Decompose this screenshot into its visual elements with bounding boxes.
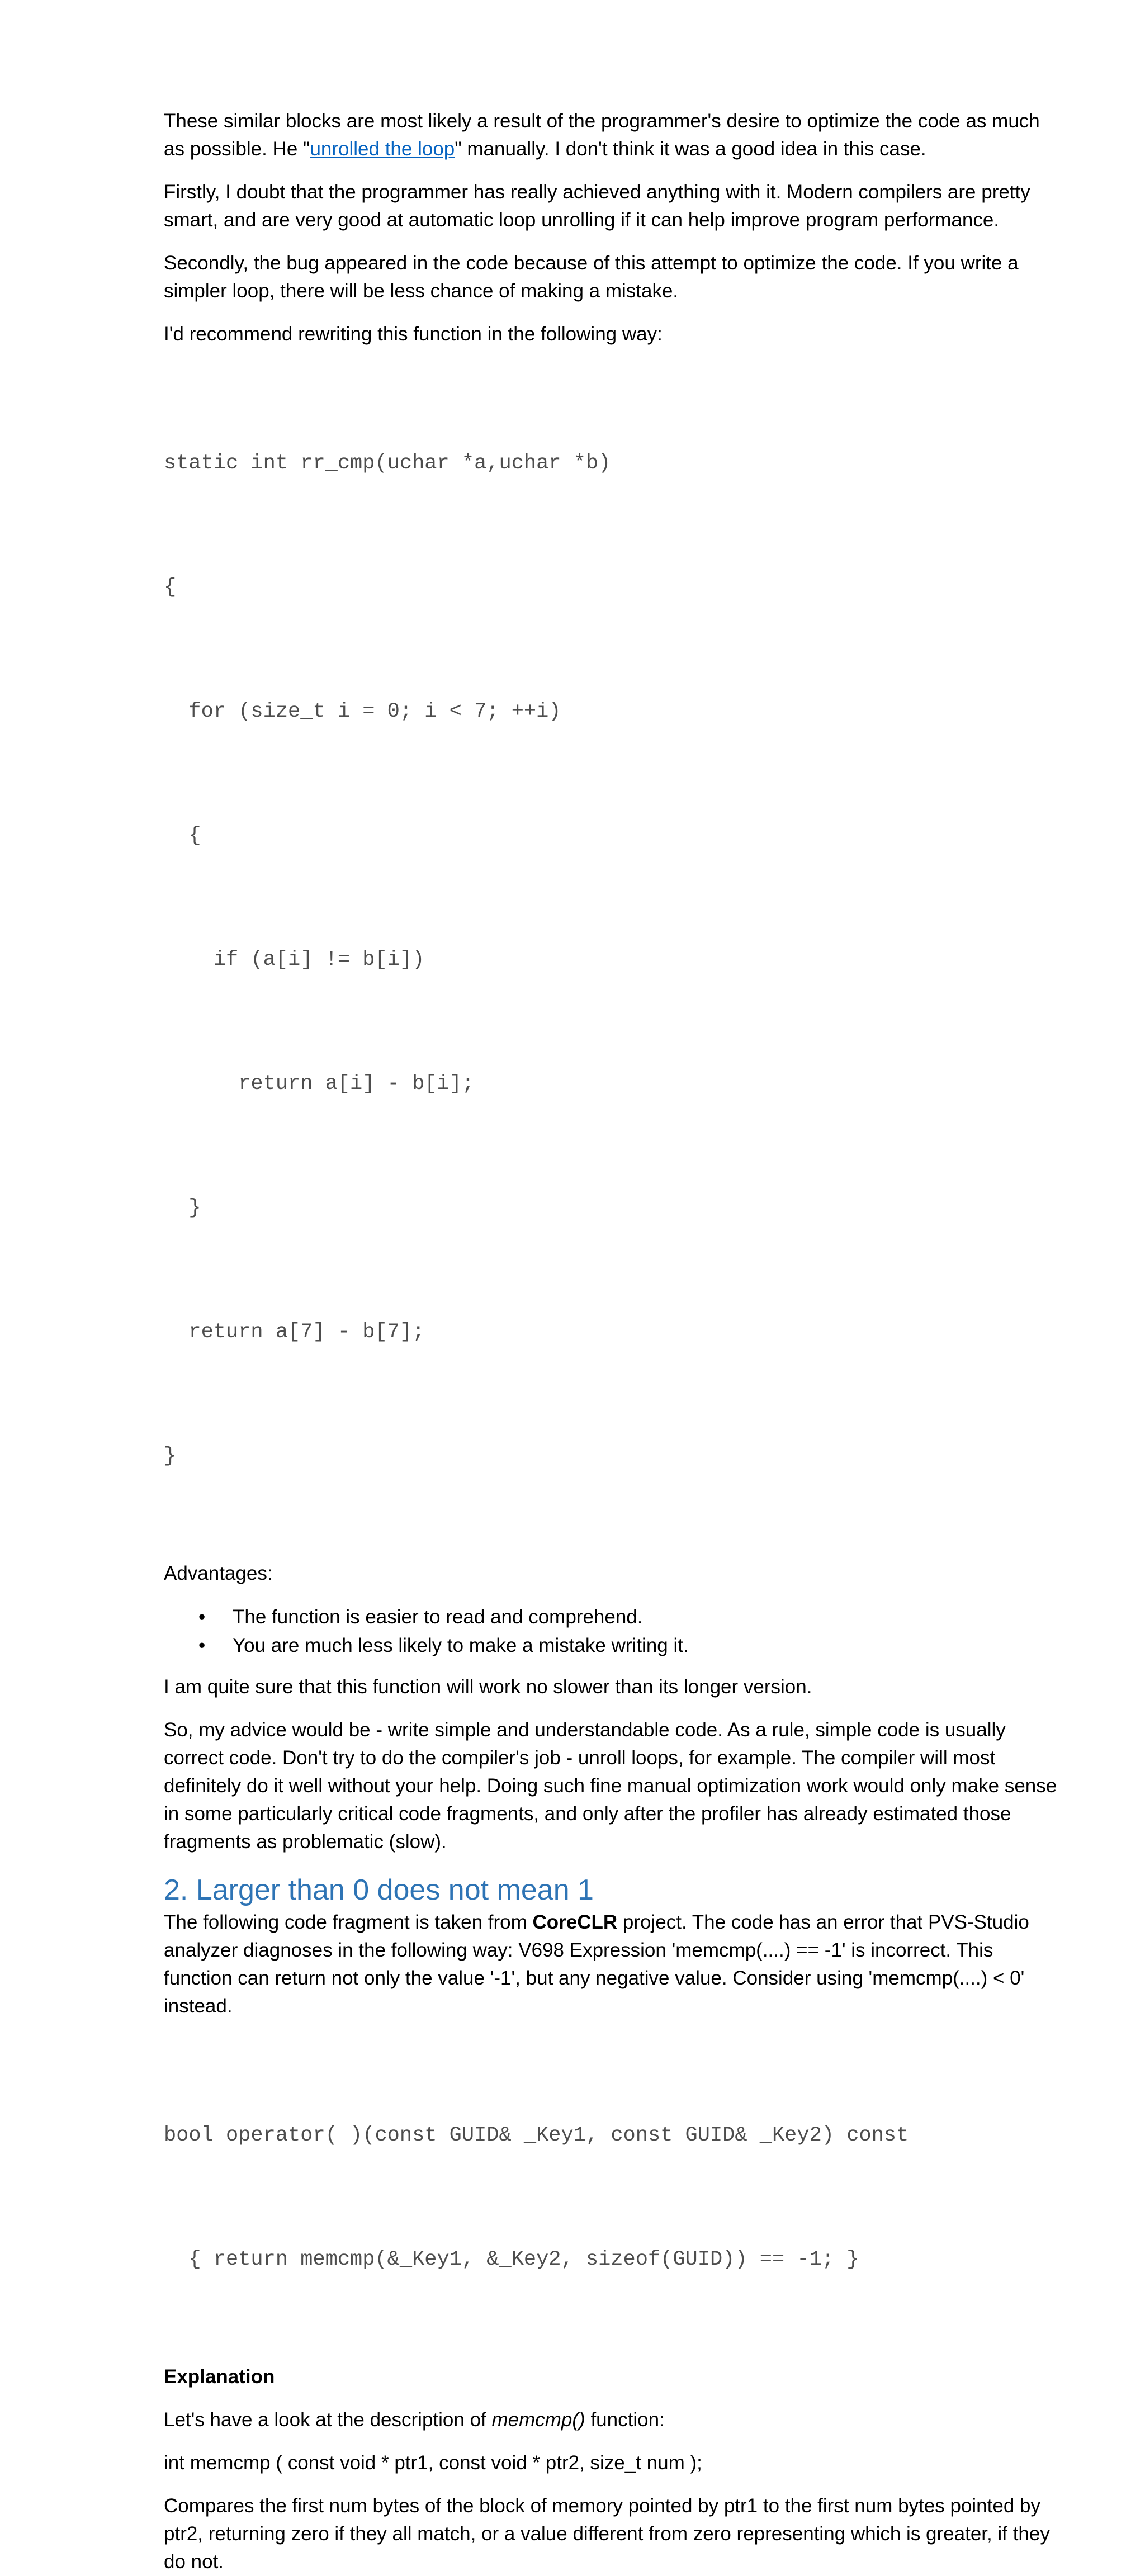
code-line: return a[7] - b[7]; (164, 1320, 425, 1344)
paragraph-advice: So, my advice would be - write simple and understandable code. As a rule, simple code is usually correct code. Don't try to do the compiler's job - unroll loops, for example. The compiler will most definitely do it well without your help. Doing such fine manual optimization work would only make sense in some particularly critical code fragments, and only after the profiler has already estimated those fragments as problematic (slow). (164, 1719, 1057, 1853)
paragraph-compares: Compares the first num bytes of the block of memory pointed by ptr1 to the first num bytes pointed by ptr2, returning zero if they all match, or a value different from zero representing which is greater, if they do not. (164, 2495, 1050, 2573)
text-segment: project. The code has an error that PVS-Studio analyzer diagnoses in the following way: V698 Expression 'memcmp(....) == -1' is incorrect. This function can return not only the value '-1', but any negative value. Consider using 'memcmp(....) < 0' instead. (164, 1911, 1029, 2017)
section-heading: 2. Larger than 0 does not mean 1 (164, 1874, 594, 1906)
explanation-label: Explanation (164, 2366, 275, 2388)
paragraph-secondly: Secondly, the bug appeared in the code because of this attempt to optimize the code. If you write a simpler loop, there will be less chance of making a mistake. (164, 252, 1019, 302)
list-item-text: You are much less likely to make a mistake writing it. (233, 1635, 689, 1656)
paragraph-description (164, 2406, 1061, 2434)
list-item (164, 1603, 1061, 1631)
advantages-label: Advantages: (164, 1562, 273, 1584)
text-segment: Let's have a look at the description of (164, 2409, 492, 2431)
code-line: { return memcmp(&_Key1, &_Key2, sizeof(GUID)) == -1; } (164, 2248, 859, 2271)
paragraph-coreclr (164, 1909, 1061, 2020)
list-item (164, 1631, 1061, 1660)
bullet-icon: • (198, 1635, 206, 1656)
code-line: for (size_t i = 0; i < 7; ++i) (164, 700, 561, 723)
code-line: { (164, 576, 177, 599)
paragraph-recommend: I'd recommend rewriting this function in the following way: (164, 323, 663, 345)
code-line: if (a[i] != b[i]) (164, 948, 425, 972)
code-line: { (164, 824, 201, 847)
code-line: } (164, 1196, 201, 1220)
text-segment: " manually. I don't think it was a good idea in this case. (455, 138, 926, 160)
text-segment: The following code fragment is taken from (164, 1911, 533, 1933)
code-line: bool operator( )(const GUID& _Key1, const GUID& _Key2) const (164, 2124, 909, 2147)
code-line: } (164, 1445, 177, 1468)
text-segment: These similar blocks are most likely a result of the programmer's desire to optimize the code as much as possible. He " (164, 110, 1040, 160)
list-item-text: The function is easier to read and comprehend. (233, 1606, 643, 1628)
code-line: return a[i] - b[i]; (164, 1072, 475, 1096)
function-name: memcmp() (491, 2409, 585, 2431)
paragraph-sure: I am quite sure that this function will work no slower than its longer version. (164, 1676, 812, 1698)
bullet-icon: • (198, 1606, 206, 1628)
code-block-operator (164, 2032, 1061, 2363)
paragraph-signature: int memcmp ( const void * ptr1, const void * ptr2, size_t num ); (164, 2452, 702, 2474)
advantages-list (164, 1603, 1061, 1660)
paragraph-firstly: Firstly, I doubt that the programmer has really achieved anything with it. Modern compilers are pretty smart, and are very good at automatic loop unrolling if it can help improve program performance. (164, 181, 1030, 231)
code-block-rr-cmp (164, 360, 1061, 1560)
text-segment: function: (585, 2409, 665, 2431)
unrolled-loop-link[interactable]: unrolled the loop (310, 138, 455, 160)
code-line: static int rr_cmp(uchar *a,uchar *b) (164, 452, 611, 475)
paragraph-unrolled (164, 107, 1061, 163)
project-name: CoreCLR (532, 1911, 618, 1933)
